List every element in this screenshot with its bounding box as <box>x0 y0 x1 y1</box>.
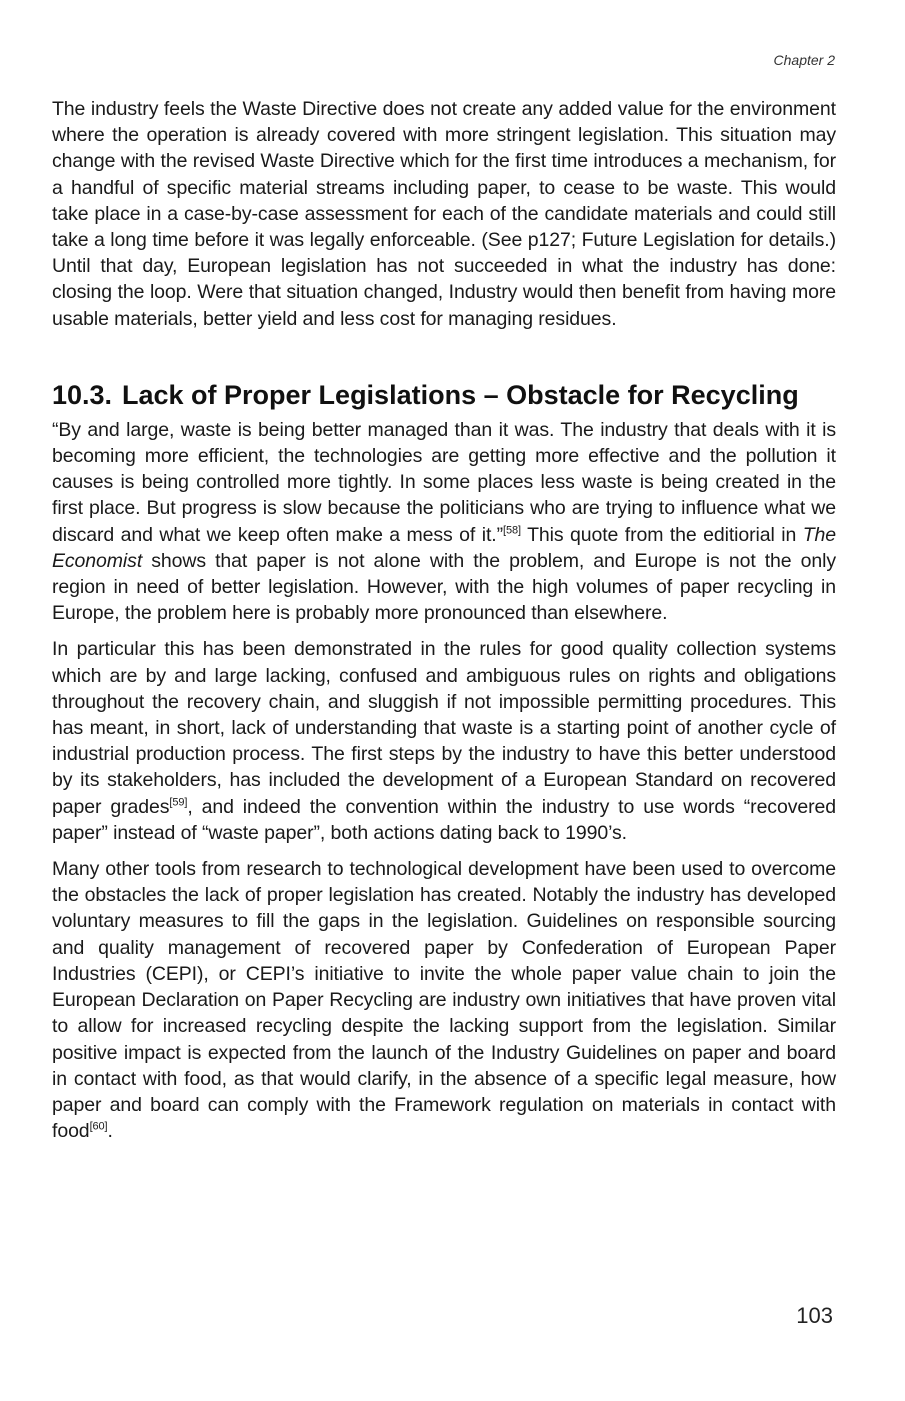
page-body <box>52 96 836 1154</box>
reference-58: [58] <box>503 524 521 537</box>
page-number: 103 <box>796 1303 833 1328</box>
paragraph-2-mid: This quote from the editiorial in <box>520 523 803 546</box>
paragraph-2 <box>52 417 836 627</box>
section-number: 10.3. <box>52 379 113 410</box>
source-title: The Economist <box>52 523 836 572</box>
paragraph-3-text: In particular this has been demonstrated in the rules for good quality collection systems which are by and large lacking, confused and ambiguous rules on rights and obligations throughout the recovery chain, and sluggish if not impossible permitting procedures. This has meant, in short, lack of understanding that waste is a starting point of another cycle of industrial production process. The first steps by the industry to have this better understood by its stakeholders, has included the development of a European Standard on recovered paper grades <box>52 638 836 818</box>
paragraph-4-text: Many other tools from research to technological development have been used to overcome the obstacles the lack of proper legislation has created. Notably the industry has developed voluntary measures to fill the gaps in the legislation. Guidelines on responsible sourcing and quality management of recovered paper by Confederation of European Paper Industries (CEPI), or CEPI’s initiative to invite the whole paper value chain to join the European Declaration on Paper Recycling are industry own initiatives that have proven vital to allow for increased recycling despite the lacking support from the legislation. Similar positive impact is expected from the launch of the Industry Guidelines on paper and board in contact with food, as that would clarify, in the absence of a specific legal measure, how paper and board can comply with the Framework regulation on materials in contact with food <box>52 858 836 1143</box>
economist-quote: “By and large, waste is being better managed than it was. The industry that deals with it is becoming more efficient, the technologies are getting more effective and the pollution it causes is being controlled more tightly. In some places less waste is being created in the first place. But progress is slow because the politicians who are trying to influence what we discard and what we keep often make a mess of it.” <box>52 418 836 546</box>
paragraph-3 <box>52 636 836 846</box>
section-title: Lack of Proper Legislations – Obstacle for Recycling <box>122 379 799 410</box>
section-heading <box>52 380 836 411</box>
paragraph-4-end: . <box>107 1120 113 1143</box>
paragraph-1: The industry feels the Waste Directive does not create any added value for the environment where the operation is already covered with more stringent legislation. This situation may change with the revised Waste Directive which for the first time introduces a mechanism, for a handful of specific material streams including paper, to cease to be waste. This would take place in a case-by-case assessment for each of the candidate materials and could still take a long time before it was legally enforceable. (See p127; Future Legislation for details.) Until that day, European legislation has not succeeded in what the industry has done: closing the loop. Were that situation changed, Industry would then benefit from having more usable materials, better yield and less cost for managing residues. <box>52 98 836 330</box>
paragraph-2-rest: shows that paper is not alone with the problem, and Europe is not the only region in need of better legislation. However, with the high volumes of paper recycling in Europe, the problem here is probably more pronounced than elsewhere. <box>52 549 836 625</box>
paragraph-3-rest: , and indeed the convention within the industry to use words “recovered paper” instead of “waste paper”, both actions dating back to 1990’s. <box>52 795 836 844</box>
paragraph-4 <box>52 856 836 1144</box>
running-head-chapter: Chapter 2 <box>773 52 835 68</box>
reference-59: [59] <box>169 796 188 809</box>
reference-60: [60] <box>89 1120 108 1133</box>
